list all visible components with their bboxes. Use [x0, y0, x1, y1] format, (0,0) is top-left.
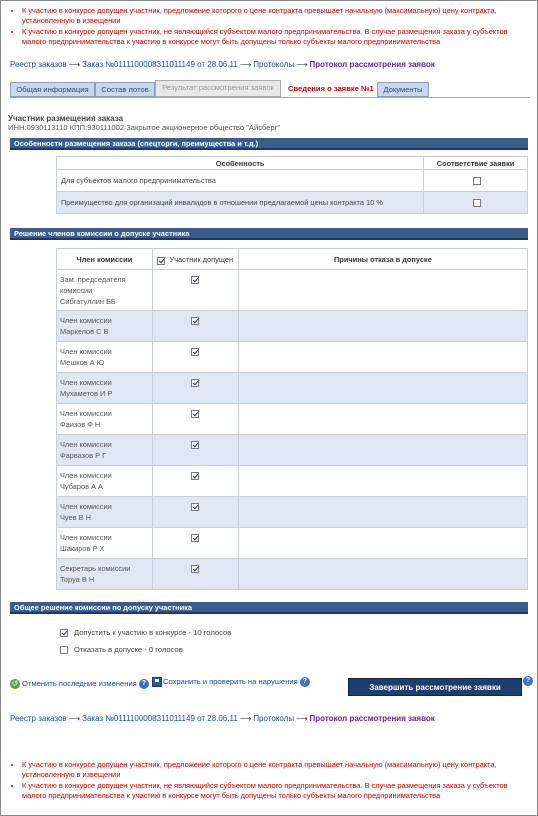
member-name: Мухаметов И Р [60, 389, 113, 398]
admitted-checkbox[interactable] [191, 565, 199, 573]
table-row [57, 466, 528, 497]
undo-button[interactable] [10, 679, 149, 689]
member-role: Секретарь комиссии [60, 564, 131, 573]
warning-item: • К участию в конкурсе допущен участник, предложение которого о цене контракта превышает начальную (максимальную) цену контракта, установленную в извещении [22, 760, 528, 780]
participant-details: ИНН:0930113110 КПП:930111002 Закрытое акционерное общество "Айсберг" [8, 123, 281, 132]
participant-title: Участник размещения заказа [8, 114, 124, 123]
feature-checkbox[interactable] [473, 199, 481, 207]
admit-label: Допустить к участию в конкурсе - 10 голосов [74, 628, 232, 637]
undo-label: Отменить последние изменения [22, 679, 137, 688]
help-icon[interactable]: ? [139, 679, 149, 689]
member-name: Маркелов С В [60, 327, 109, 336]
features-table [56, 156, 528, 214]
member-role: Зам. председателя комиссии [60, 275, 126, 295]
col-feature: Особенность [57, 157, 424, 170]
breadcrumb-registry-link[interactable]: Реестр заказов [10, 714, 67, 723]
table-row [57, 435, 528, 466]
save-label: Сохранить и проверить на нарушения [163, 677, 298, 686]
admitted-checkbox[interactable] [191, 503, 199, 511]
reason-cell[interactable] [238, 311, 527, 342]
feature-label: Для субъектов малого предпринимательства [57, 170, 424, 192]
arrow-icon: ⟶ [68, 60, 81, 69]
table-row [57, 528, 528, 559]
table-row [57, 311, 528, 342]
tab-result[interactable]: Результат рассмотрения заявок [155, 80, 281, 97]
warning-item: • К участию в конкурсе допущен участник, не являющийся субъектом малого предпринимательства. В случае размещения заказа у субъектов малого предпринимательства к участию в конкурсе могут быть допущены только субъекты малого предпринимательства [22, 27, 528, 47]
help-icon[interactable]: ? [300, 677, 310, 687]
finish-review-button[interactable]: Завершить рассмотрение заявки [348, 678, 522, 696]
tab-general[interactable]: Общая информация [10, 82, 95, 97]
help-icon[interactable]: ? [523, 676, 533, 686]
commission-section-header: Решение членов комиссии о допуске участника [10, 228, 528, 240]
member-role: Член комиссии [60, 440, 112, 449]
member-role: Член комиссии [60, 316, 112, 325]
reason-cell[interactable] [238, 559, 527, 590]
action-bar [10, 676, 535, 698]
save-button[interactable] [152, 677, 310, 687]
tab-divider [10, 97, 530, 98]
reject-label: Отказать в допуске - 0 голосов [74, 645, 183, 654]
tab-documents[interactable]: Документы [377, 82, 429, 97]
table-row [57, 342, 528, 373]
member-name: Сибгатуллин ББ [60, 297, 116, 306]
warning-item: • К участию в конкурсе допущен участник, не являющийся субъектом малого предпринимательства. В случае размещения заказа у субъектов малого предпринимательства к участию в конкурсе могут быть допущены только субъекты малого предпринимательства [22, 781, 528, 801]
reject-checkbox[interactable] [60, 646, 68, 654]
breadcrumb-protocols-link[interactable]: Протоколы [253, 714, 295, 723]
decision-reject[interactable] [60, 645, 183, 654]
member-role: Член комиссии [60, 409, 112, 418]
reason-cell[interactable] [238, 466, 527, 497]
reason-cell[interactable] [238, 404, 527, 435]
breadcrumb-registry-link[interactable]: Реестр заказов [10, 60, 67, 69]
breadcrumb-current: Протокол рассмотрения заявок [309, 714, 435, 723]
arrow-icon: ⟶ [296, 60, 308, 69]
admitted-checkbox[interactable] [191, 472, 199, 480]
col-reasons: Причины отказа в допуске [238, 249, 527, 270]
table-row [57, 192, 528, 214]
breadcrumb-order-link[interactable]: Заказ №0111100008311011149 от 28.06.11 [82, 60, 238, 69]
warning-item: • К участию в конкурсе допущен участник, предложение которого о цене контракта превышает начальную (максимальную) цену контракта, установленную в извещении [22, 6, 528, 26]
feature-checkbox[interactable] [473, 177, 481, 185]
table-row [57, 404, 528, 435]
undo-icon: ↺ [11, 679, 19, 688]
admitted-checkbox[interactable] [191, 379, 199, 387]
decision-section-header: Общее решение комиссии по допуску участника [10, 602, 528, 614]
breadcrumb-current: Протокол рассмотрения заявок [309, 60, 435, 69]
reason-cell[interactable] [238, 528, 527, 559]
table-row [57, 373, 528, 404]
breadcrumb-order-link[interactable]: Заказ №0111100008311011149 от 28.06.11 [82, 714, 238, 723]
member-role: Член комиссии [60, 533, 112, 542]
table-row [57, 497, 528, 528]
breadcrumb-bottom [10, 714, 435, 723]
member-role: Член комиссии [60, 502, 112, 511]
table-row [57, 170, 528, 192]
admitted-checkbox[interactable] [191, 534, 199, 542]
tab-application[interactable]: Сведения о заявке №1 [288, 84, 374, 93]
member-role: Член комиссии [60, 471, 112, 480]
breadcrumb-protocols-link[interactable]: Протоколы [253, 60, 295, 69]
col-admitted-label: Участник допущен [169, 254, 234, 264]
reason-cell[interactable] [238, 497, 527, 528]
commission-table [56, 248, 528, 590]
col-admitted [152, 249, 238, 270]
tab-bar [10, 80, 430, 98]
breadcrumb [10, 60, 435, 69]
member-name: Торуа В Н [60, 575, 95, 584]
admit-checkbox[interactable] [60, 629, 68, 637]
admitted-checkbox[interactable] [191, 317, 199, 325]
col-member: Член комиссии [57, 249, 153, 270]
warnings-bottom [8, 760, 528, 802]
arrow-icon: ⟶ [68, 714, 81, 723]
col-match: Соответствие заявки [424, 157, 528, 170]
table-row [57, 270, 528, 311]
decision-admit[interactable] [60, 628, 231, 637]
admitted-checkbox[interactable] [191, 348, 199, 356]
member-name: Фарвазов Р Г [60, 451, 107, 460]
member-name: Чубаров А А [60, 482, 103, 491]
member-role: Член комиссии [60, 347, 112, 356]
feature-label: Преимущество для организаций инвалидов в отношении предлагаемой цены контракта 10 % [57, 192, 424, 214]
arrow-icon: ⟶ [296, 714, 308, 723]
admitted-checkbox[interactable] [191, 276, 199, 284]
table-row [57, 559, 528, 590]
reason-cell[interactable] [238, 435, 527, 466]
member-name: Чуев В Н [60, 513, 91, 522]
save-icon [152, 677, 162, 687]
warnings-top [8, 6, 528, 48]
reason-cell[interactable] [238, 270, 527, 311]
member-name: Фаизов Ф Н [60, 420, 101, 429]
arrow-icon: ⟶ [239, 60, 252, 69]
reason-cell[interactable] [238, 373, 527, 404]
admitted-checkbox[interactable] [191, 441, 199, 449]
arrow-icon: ⟶ [239, 714, 252, 723]
reason-cell[interactable] [238, 342, 527, 373]
tab-lots[interactable]: Состав лотов [95, 82, 155, 97]
features-section-header: Особенности размещения заказа (спецторги, преимущества и т.д.) [10, 138, 528, 150]
admitted-checkbox[interactable] [191, 410, 199, 418]
select-all-checkbox[interactable] [157, 257, 165, 265]
member-role: Член комиссии [60, 378, 112, 387]
member-name: Мешков А Ю [60, 358, 105, 367]
member-name: Шакиров Р Х [60, 544, 105, 553]
